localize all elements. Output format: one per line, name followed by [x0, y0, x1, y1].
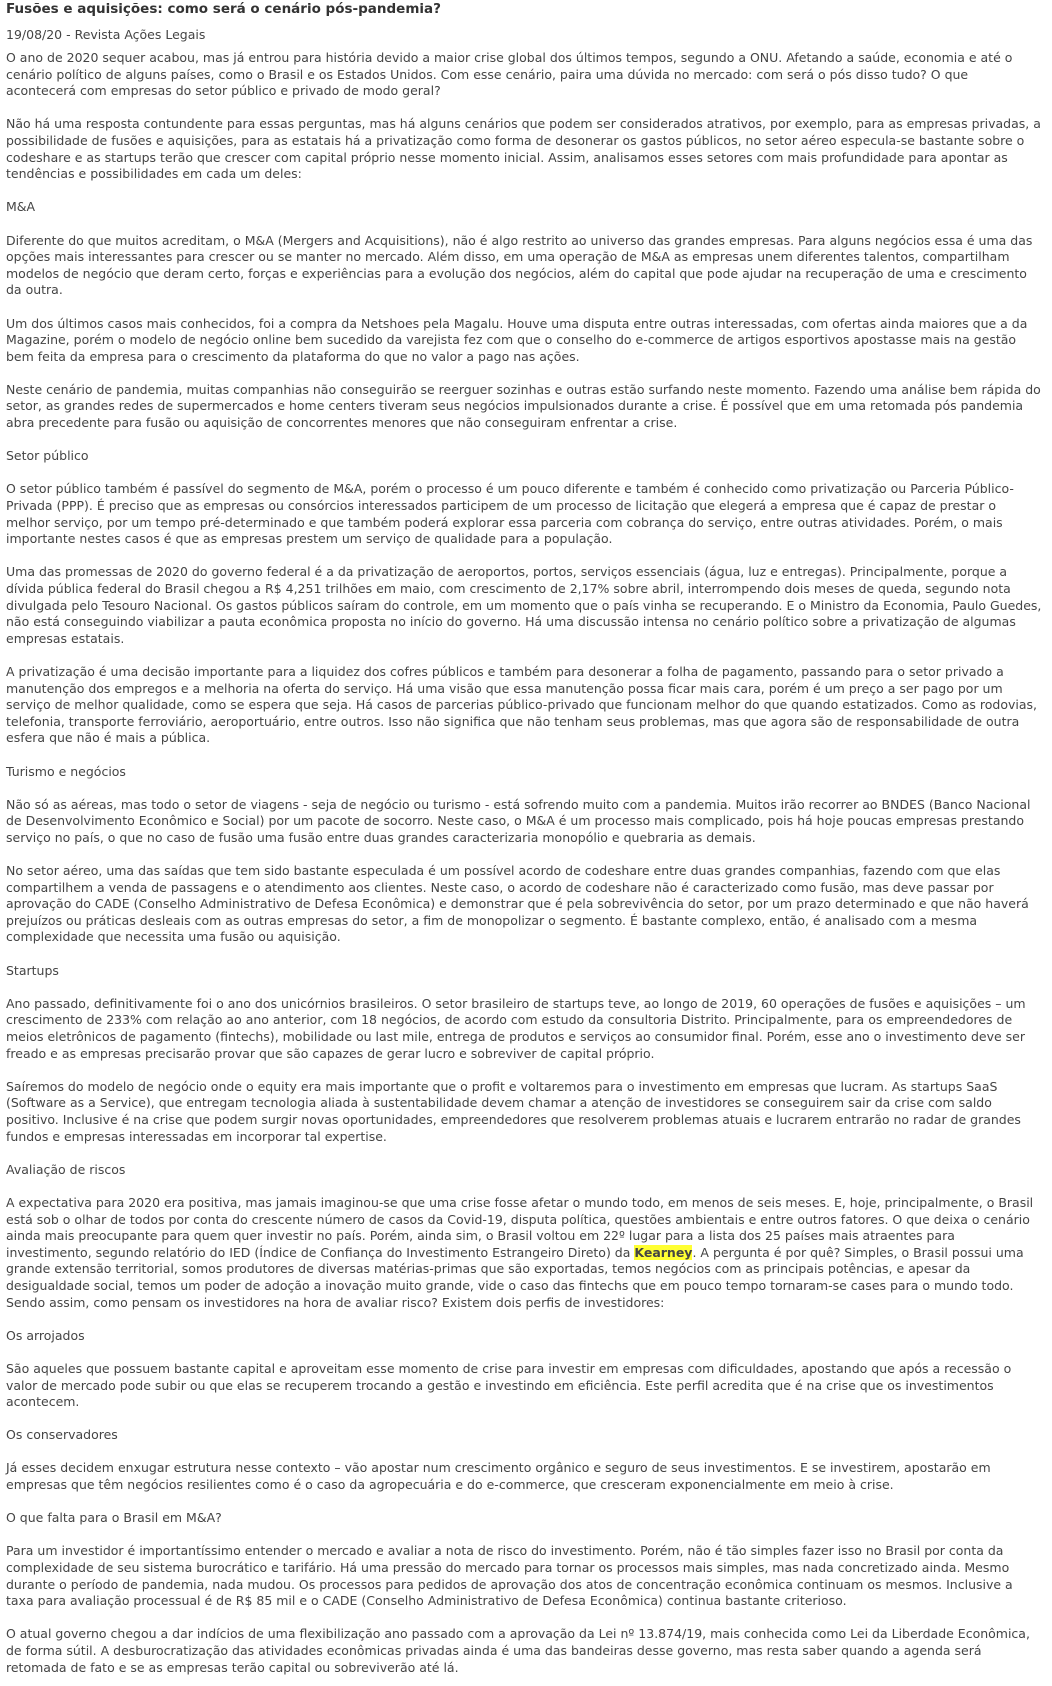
article-date-source: 19/08/20 - Revista Ações Legais — [6, 27, 206, 42]
section-heading-avaliacao-riscos: Avaliação de riscos — [6, 1161, 126, 1177]
paragraph: O atual governo chegou a dar indícios de uma flexibilização ano passado com a aprovação da Lei nº 13.874/19, mais conhecida como Lei da Liberdade Econômica, de forma sútil. A desburocratização das atividades econômicas privadas ainda é uma das bandeiras desse governo, mas resta saber quando a agenda será retomada de fato e se as empresas terão capital ou sobreviverão até lá. — [6, 1626, 1030, 1675]
paragraph: Neste cenário de pandemia, muitas companhias não conseguirão se reerguer sozinhas e outras estão surfando neste momento. Fazendo uma análise bem rápida do setor, as grandes redes de supermercados e home centers tiveram seus negócios impulsionados durante a crise. É possível que em uma retomada pós pandemia abra precedente para fusão ou aquisição de concorrentes menores que não conseguiram enfrentar a crise. — [6, 381, 1041, 431]
paragraph: Não só as aéreas, mas todo o setor de viagens - seja de negócio ou turismo - está sofrendo muito com a pandemia. Muitos irão recorrer ao BNDES (Banco Nacional de Desenvolvimento Econômico e Social) por um pacote de socorro. Neste caso, o M&A é um processo mais complicado, pois há hoje poucas empresas prestando serviço no país, o que no caso de fusão uma fusão entre duas grandes caracterizaria monopólio e quebraria as demais. — [6, 796, 1031, 845]
article — [0, 1, 1042, 1676]
paragraph: Para um investidor é importantíssimo entender o mercado e avaliar a nota de risco do investimento. Porém, não é tão simples fazer isso no Brasil por conta da complexidade de seu sistema burocrático e tarifário. Há uma pressão do mercado para tornar os processos mais simples, mas nada concretizado ainda. Mesmo durante o período de pandemia, nada mudou. Os processos para pedidos de aprovação dos atos de concentração econômica continuam os mesmos. Inclusive a taxa para avaliação processual é de R$ 85 mil e o CADE (Conselho Administrativo de Defesa Econômica) continua bastante criterioso. — [6, 1543, 1013, 1609]
section-heading-conservadores: Os conservadores — [6, 1427, 118, 1443]
paragraph: O ano de 2020 sequer acabou, mas já entrou para história devido a maior crise global dos últimos tempos, segundo a ONU. Afetando a saúde, economia e até o cenário político de alguns países, como o Brasil e os Estados Unidos. Com esse cenário, paira uma dúvida no mercado: com será o pós disso tudo? O que acontecerá com empresas do setor público e privado de modo geral? — [6, 50, 1013, 99]
paragraph-with-highlight — [6, 1195, 1042, 1311]
section-heading-ma: M&A — [6, 199, 36, 215]
paragraph: Um dos últimos casos mais conhecidos, foi a compra da Netshoes pela Magalu. Houve uma disputa entre outras interessadas, com ofertas ainda maiores que a da Magazine, porém o modelo de negócio online bem sucedido da varejista fez com que o conselho do e-commerce de artigos esportivos apostasse mais na gestão bem feita da empresa para o crescimento da plataforma do que no valor a pago nas ações. — [6, 315, 1028, 364]
article-title: Fusões e aquisições: como será o cenário pós-pandemia? — [6, 1, 441, 17]
paragraph: O setor público também é passível do segmento de M&A, porém o processo é um pouco diferente e também é conhecido como privatização ou Parceria Público-Privada (PPP). É preciso que as empresas ou consórcios interessados participem de um processo de licitação que elegerá a empresa que é capaz de prestar o melhor serviço, por um tempo pré-determinado e que também poderá explorar essa parceria com cobrança do serviço, entre outras atividades. Porém, o mais importante nestes casos é que as empresas prestem um serviço de qualidade para a população. — [6, 481, 1014, 547]
paragraph: São aqueles que possuem bastante capital e aproveitam esse momento de crise para investir em empresas com dificuldades, apostando que após a recessão o valor de mercado pode subir ou que elas se recuperem trocando a gestão e investindo em eficiência. Este perfil acredita que é na crise que os investimentos acontecem. — [6, 1360, 1012, 1410]
section-heading-setor-publico: Setor público — [6, 448, 89, 464]
paragraph: Não há uma resposta contundente para essas perguntas, mas há alguns cenários que podem ser considerados atrativos, por exemplo, para as empresas privadas, a possibilidade de fusões e aquisições, para as estatais há a privatização como forma de desonerar os gastos públicos, no setor aéreo especula-se bastante sobre o codeshare e as startups terão que crescer com capital próprio nesse momento inicial. Assim, analisamos esses setores com mais profundidade para apontar as tendências e possibilidades em cada um deles: — [6, 116, 1041, 182]
section-heading-turismo: Turismo e negócios — [6, 763, 126, 779]
paragraph: A privatização é uma decisão importante para a liquidez dos cofres públicos e também para desonerar a folha de pagamento, passando para o setor privado a manutenção dos empregos e a melhoria na oferta do serviço. Há uma visão que essa manutenção possa ficar mais cara, porém é um preço a ser pago por um serviço de melhor qualidade, como se espera que seja. Há casos de parcerias público-privado que funcionam melhor do que quando estatizados. Como as rodovias, telefonia, transporte ferroviário, aeroportuário, entre outros. Isso não significa que não tenham seus problemas, mas que agora são de responsabilidade de outra esfera que não é mais a pública. — [6, 663, 1038, 746]
paragraph: Já esses decidem enxugar estrutura nesse contexto – vão apostar num crescimento orgânico e seguro de seus investimentos. E se investirem, apostarão em empresas que têm negócios resilientes como é o caso da agropecuária e do e-commerce, que cresceram exponencialmente em meio à crise. — [6, 1460, 991, 1493]
section-heading-arrojados: Os arrojados — [6, 1327, 85, 1343]
paragraph-text: . A pergunta é por quê? Simples, o Brasil possui uma grande extensão territorial, somos produtores de diversas matérias-primas que são exportadas, temos negócios com as principais potências, e apesar da desigualdade social, temos um poder de adoção a inovação muito grande, vide o caso das fintechs que em pouco tempo tornaram-se cases para o mundo todo. Sendo assim, como pensam os investidores na hora de avaliar risco? Existem dois perfis de investidores: — [6, 1244, 1024, 1310]
paragraph: Uma das promessas de 2020 do governo federal é a da privatização de aeroportos, portos, serviços essenciais (água, luz e entregas). Principalmente, porque a dívida pública federal do Brasil chegou a R$ 4,251 trilhões em maio, com crescimento de 2,17% sobre abril, interrompendo dois meses de queda, segundo nota divulgada pelo Tesouro Nacional. Os gastos públicos saíram do controle, em um momento que o país vinha se recuperando. E o Ministro da Economia, Paulo Guedes, não está conseguindo viabilizar a pauta econômica proposta no início do governo. Há uma discussão intensa no cenário político sobre a privatização de algumas empresas estatais. — [6, 564, 1042, 646]
paragraph: No setor aéreo, uma das saídas que tem sido bastante especulada é um possível acordo de codeshare entre duas grandes companhias, fazendo com que elas compartilhem a venda de passagens e o atendimento aos clientes. Neste caso, o acordo de codeshare não é caracterizado como fusão, mas deve passar por aprovação do CADE (Conselho Administrativo de Defesa Econômica) e demonstrar que é pela sobrevivência do setor, por um prazo determinado e que não haverá prejuízos ou práticas desleais com as outras empresas do setor, a fim de monopolizar o segmento. É bastante complexo, então, é analisado com a mesma complexidade que necessita uma fusão ou aquisição. — [6, 863, 1029, 945]
section-heading-falta-brasil: O que falta para o Brasil em M&A? — [6, 1510, 222, 1526]
paragraph: Diferente do que muitos acreditam, o M&A (Mergers and Acquisitions), não é algo restrito ao universo das grandes empresas. Para alguns negócios essa é uma das opções mais interessantes para crescer ou se manter no mercado. Além disso, em uma operação de M&A as empresas unem diferentes talentos, compartilham modelos de negócio que deram certo, forças e experiências para a evolução dos negócios, além do capital que pode ajudar na recuperação de uma e crescimento da outra. — [6, 232, 1033, 298]
paragraph: Saíremos do modelo de negócio onde o equity era mais importante que o profit e voltaremos para o investimento em empresas que lucram. As startups SaaS (Software as a Service), que entregam tecnologia aliada à sustentabilidade devem chamar a atenção de investidores se conseguirem sair da crise com saldo positivo. Inclusive é na crise que podem surgir novas oportunidades, empreendedores que resolverem problemas atuais e lucrarem entrarão no radar de grandes fundos e empresas interessadas em incorporar tal expertise. — [6, 1078, 1021, 1144]
paragraph-text: A expectativa para 2020 era positiva, mas jamais imaginou-se que uma crise fosse afetar o mundo todo, em menos de seis meses. E, hoje, principalmente, o Brasil está sob o olhar de todos por conta do crescente número de casos da Covid-19, disputa política, questões ambientais e entre outros fatores. O que deixa o cenário ainda mais preocupante para quem quer investir no país. Porém, ainda sim, o Brasil voltou em 22º lugar para a lista dos 25 países mais atraentes para investimento, segundo relatório do IED (Índice de Confiança do Investimento Estrangeiro Direto) da — [6, 1194, 1034, 1260]
section-heading-startups: Startups — [6, 962, 59, 978]
highlighted-term: Kearney — [634, 1244, 693, 1260]
paragraph: Ano passado, definitivamente foi o ano dos unicórnios brasileiros. O setor brasileiro de startups teve, ao longo de 2019, 60 operações de fusões e aquisições – um crescimento de 233% com relação ao ano anterior, com 18 negócios, de acordo com estudo da consultoria Distrito. Principalmente, para os empreendedores de meios eletrônicos de pagamento (fintechs), mobilidade ou last mile, entrega de produtos e serviços ao consumidor final. Porém, esse ano o investimento deve ser freado e as empresas precisarão provar que são capazes de gerar lucro e sobreviver de capital próprio. — [6, 995, 1026, 1061]
